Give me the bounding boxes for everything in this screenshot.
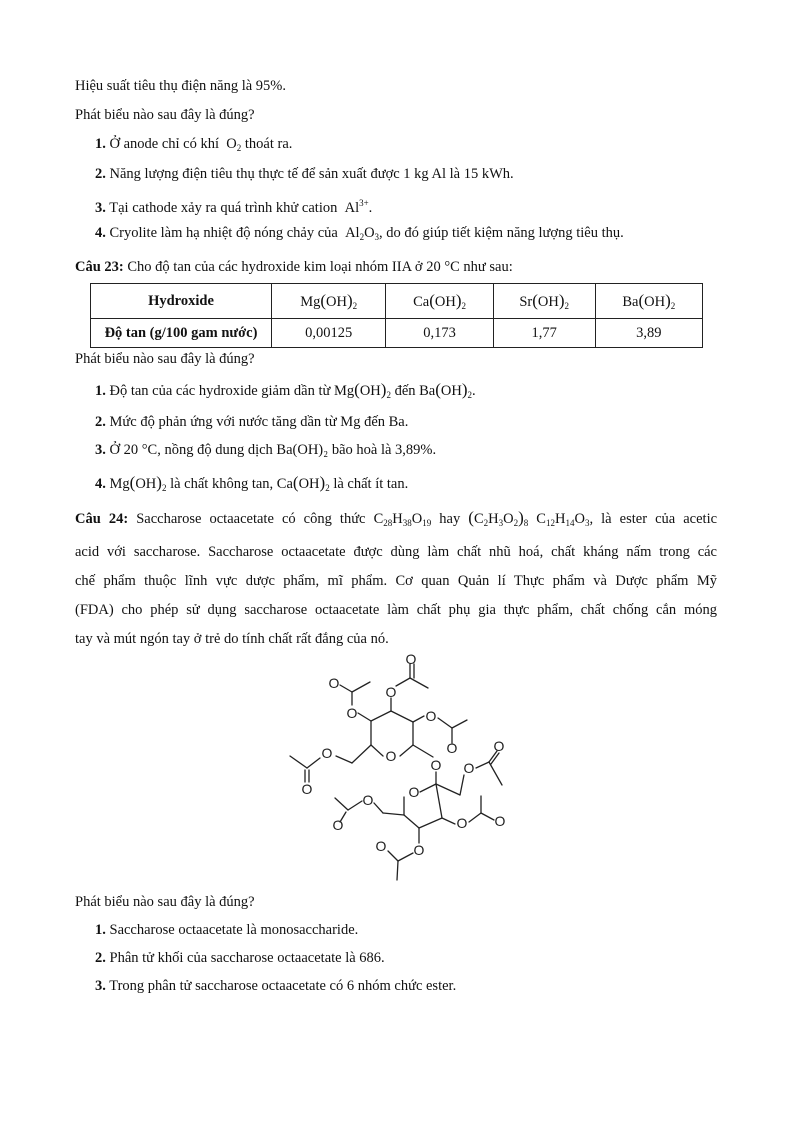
q22-option-3 (95, 194, 372, 217)
option-text: nồng độ dung dịch Ba(OH)₂ bão hoà là 3,89%. (164, 442, 437, 458)
q24-line-2: acid với saccharose. Saccharose octaacetate được dùng làm chất nhũ hoá, chất kháng nấm trong các (75, 544, 717, 560)
oxygen-atom: O (413, 842, 425, 858)
option-number: 1. (95, 136, 106, 152)
q24-line-4: (FDA) cho phép sử dụng saccharose octaacetate làm chất phụ gia thực phẩm, chất chống cắn móng (75, 602, 717, 618)
option-number: 2. (95, 950, 106, 966)
option-text: là chất ít tan. (333, 476, 409, 492)
table-header-ca: $Ca(OH)_2$ (386, 284, 493, 319)
option-text: Cryolite làm hạ nhiệt độ nóng chảy của (109, 225, 338, 241)
option-text: Ở (109, 442, 120, 458)
paragraph-text: , là ester của acetic (589, 511, 718, 527)
formula-mg-oh2: $Mg(OH)_2$ (109, 473, 167, 493)
q23-option-1 (95, 381, 476, 404)
q24-line-1 (75, 503, 717, 538)
table-header-row (91, 284, 703, 319)
oxygen-atom: O (385, 748, 397, 764)
q24-line-3: chế phẩm thuộc lĩnh vực dược phẩm, mĩ phẩm. Cơ quan Quản lí Thực phẩm và Dược phẩm Mỹ (75, 573, 717, 589)
q22-option-2 (95, 165, 514, 183)
option-text: Tại cathode xảy ra quá trình khử cation (109, 200, 338, 216)
option-number: 4. (95, 476, 106, 492)
formula-ba-oh2: $Ba(OH)_2$. (419, 380, 476, 400)
option-number: 1. (95, 383, 106, 399)
formula-expanded: $(C_2H_3O_2)_8$ $C_{12}H_{14}O_3$ (468, 508, 590, 528)
oxygen-atom: O (456, 815, 468, 831)
oxygen-atom: O (328, 675, 340, 691)
table-row (91, 319, 703, 348)
paragraph-text: hay (439, 511, 461, 527)
q24-option-1 (95, 921, 358, 939)
question-label: Câu 23: (75, 259, 124, 275)
option-number: 2. (95, 414, 106, 430)
q24-paragraph (75, 503, 717, 654)
option-text: Trong phân tử saccharose octaacetate có 6 nhóm chức ester. (109, 978, 457, 994)
oxygen-atom: O (332, 817, 344, 833)
formula-o2: $O_2$ (222, 136, 242, 153)
q24-line-5: tay và mút ngón tay ở trẻ do tính chất rất đắng của nó. (75, 631, 389, 647)
temperature: 20 °C, (123, 442, 161, 458)
question-prompt-22: Phát biểu nào sau đây là đúng? (75, 107, 255, 123)
formula-c28h38o19: $C_{28}H_{38}O_{19}$ (373, 511, 432, 528)
oxygen-atom: O (321, 745, 333, 761)
option-text: Năng lượng điện tiêu thụ thực tế để sản xuất được 1 kg Al là 15 kWh. (109, 166, 514, 182)
table-header-mg: $Mg(OH)_2$ (272, 284, 386, 319)
option-text: Độ tan của các hydroxide giảm dần từ (109, 383, 331, 399)
table-cell-mg: 0,00125 (272, 319, 386, 348)
option-text: thoát ra. (244, 136, 293, 152)
formula-mg-oh2: $Mg(OH)_2$ (333, 380, 391, 400)
oxygen-atom: O (346, 705, 358, 721)
oxygen-atom: O (446, 740, 458, 756)
formula-ca-oh2: $Ca(OH)_2$ (276, 473, 330, 493)
paragraph-text: Saccharose octaacetate có công thức (136, 511, 366, 527)
oxygen-atom: O (405, 651, 417, 667)
q22-option-4 (95, 224, 624, 246)
oxygen-atom: O (362, 792, 374, 808)
option-number: 2. (95, 166, 106, 182)
question-prompt-23: Phát biểu nào sau đây là đúng? (75, 351, 255, 367)
oxygen-atom: O (385, 684, 397, 700)
temperature: 20 °C (426, 259, 460, 275)
option-number: 4. (95, 225, 106, 241)
oxygen-atom: O (301, 781, 313, 797)
q22-option-1 (95, 135, 292, 157)
option-number: 3. (95, 442, 106, 458)
saccharose-octaacetate-structure (280, 650, 520, 886)
oxygen-atom: O (463, 760, 475, 776)
option-number: 1. (95, 922, 106, 938)
q23-stem (75, 258, 513, 276)
efficiency-line: Hiệu suất tiêu thụ điện năng là 95%. (75, 78, 287, 94)
question-text-end: như sau: (463, 259, 513, 275)
option-text: là chất không tan, (170, 476, 274, 492)
option-text: Ở anode chỉ có khí (109, 136, 220, 152)
oxygen-atom: O (408, 784, 420, 800)
option-text: Saccharose octaacetate là monosaccharide. (109, 922, 359, 938)
q24-option-2 (95, 949, 385, 967)
question-label: Câu 24: (75, 511, 129, 527)
oxygen-atom: O (493, 738, 505, 754)
oxygen-atom: O (425, 708, 437, 724)
solubility-table (90, 283, 703, 348)
question-text: Cho độ tan của các hydroxide kim loại nhóm IIA ở (127, 259, 423, 275)
table-header-sr: $Sr(OH)_2$ (493, 284, 595, 319)
option-text: Phân tử khối của saccharose octaacetate là 686. (109, 950, 385, 966)
q23-option-2 (95, 413, 408, 431)
q23-option-4 (95, 474, 408, 497)
table-cell-ca: 0,173 (386, 319, 493, 348)
option-text: Mức độ phản ứng với nước tăng dần từ Mg đến Ba. (109, 414, 409, 430)
table-cell-sr: 1,77 (493, 319, 595, 348)
table-header-ba: $Ba(OH)_2$ (595, 284, 702, 319)
table-row-label: Độ tan (g/100 gam nước) (91, 319, 272, 348)
formula-al2o3: $Al_2O_3$ (341, 225, 380, 242)
q24-option-3 (95, 977, 456, 995)
option-text: đến (394, 383, 416, 399)
oxygen-atom: O (430, 757, 442, 773)
oxygen-atom: O (375, 838, 387, 854)
q23-option-3 (95, 441, 436, 459)
table-cell-ba: 3,89 (595, 319, 702, 348)
option-number: 3. (95, 200, 106, 216)
option-text: , do đó giúp tiết kiệm năng lượng tiêu thụ. (379, 225, 624, 241)
oxygen-atom: O (494, 813, 506, 829)
option-number: 3. (95, 978, 106, 994)
table-header-hydroxide: Hydroxide (91, 284, 272, 319)
formula-al3plus: $Al^{3+}$. (340, 198, 373, 216)
question-prompt-24: Phát biểu nào sau đây là đúng? (75, 894, 255, 910)
